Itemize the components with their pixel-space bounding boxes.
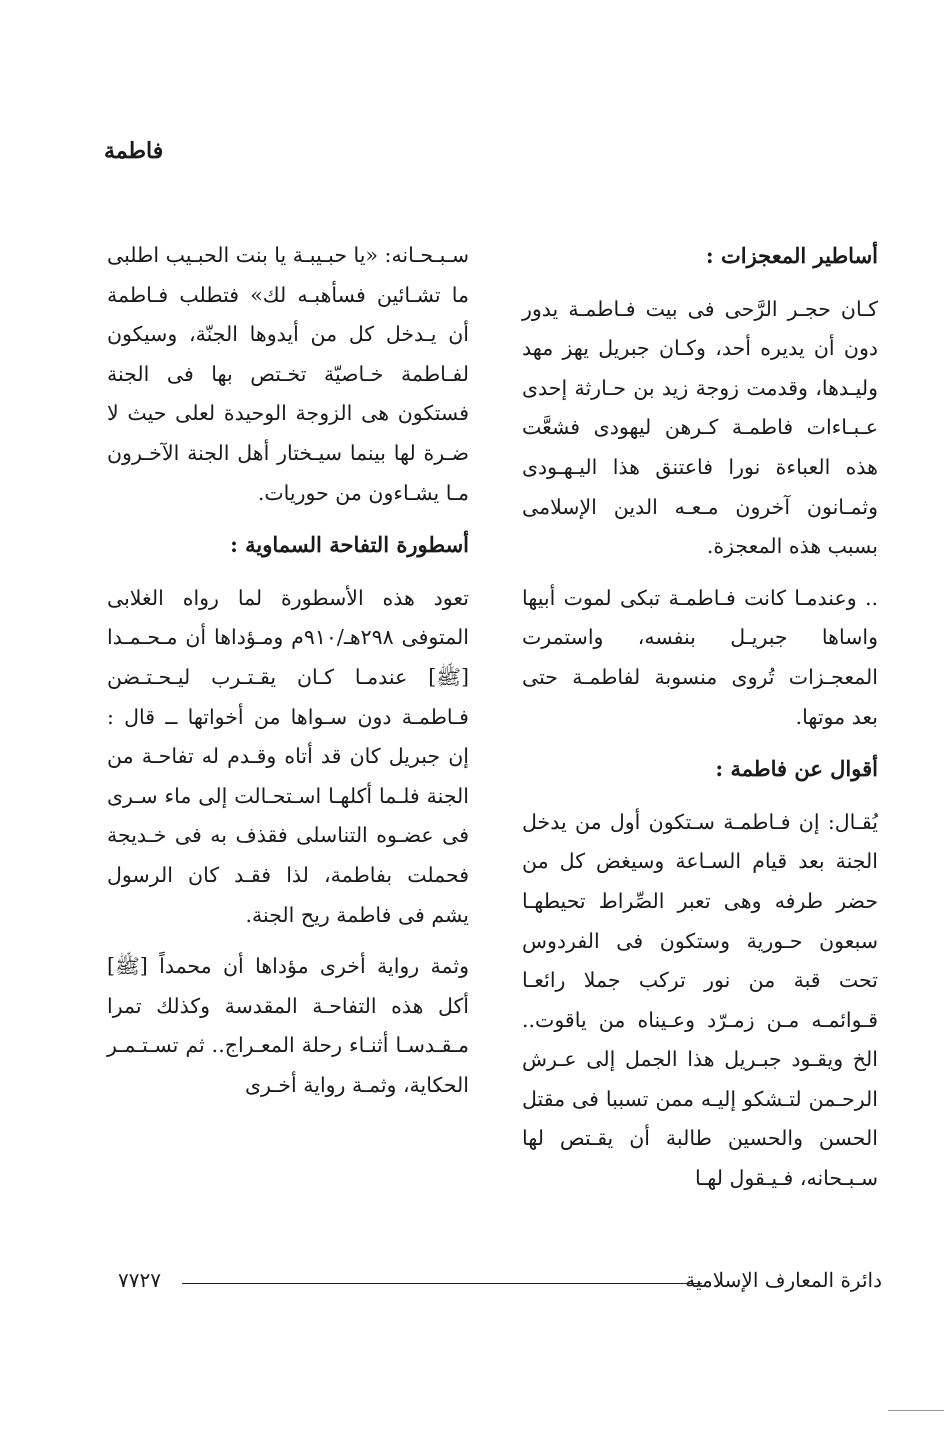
paragraph-miracles-1: كـان حجـر الرَّحى فى بيت فـاطمـة يدور دون أن يديره أحد، وكـان جبريل يهز مهد وليـدها، وقدمت زوجة زيد بن حـارثة إحدى عـبـاءات فاطمـة كـرهن ليهودى فشعَّت هذه العباءة نورا فاعتنق هذا اليـهـودى وثمـانون آخرون مـعـه الدين الإسلامى بسبب هذه المعجزة. — [522, 296, 878, 559]
section-heading-sayings: أقوال عن فاطمة : — [715, 756, 878, 782]
paragraph-miracles-2: .. وعندمـا كانت فـاطمـة تبكى لموت أبيها واساها جبريـل بنفسه، واستمرت المعجـزات تُروى منسوبة لفاطمـة حتى بعد موتها. — [522, 585, 878, 729]
paragraph-apple-2: وثمة رواية أخرى مؤداها أن محمداً [ﷺ] أكل هذه التفاحـة المقدسة وكذلك تمرا مـقـدسـا أثنـاء رحلة المعـراج.. ثم تسـتـمـر الحكاية، وثمـة رواية أخـرى — [107, 954, 469, 1097]
paragraph-continuation: سـبـحـانه: «يا حبـيبـة يا بنت الحبـيب اطلبى ما تشـائين فسأهبـه لك» فتطلب فـاطمة أن يـدخل كل من أيدوها الجنّة، وسيكون لفـاطمة خـاصيّة تخـتص بها فى الجنة فستكون هى الزوجة الوحيدة لعلى حيث لا ضـرة لها بينما سيـختار أهل الجنة الآخـرون مـا يشـاءون من حوريات. — [106, 243, 469, 505]
footer-rule — [182, 1283, 702, 1284]
page-number: ٧٧٢٧ — [118, 1268, 161, 1292]
section-heading-heavenly-apple: أسطورة التفاحة السماوية : — [230, 532, 469, 558]
running-head: فاطمة — [104, 138, 164, 164]
paragraph-sayings: يُقـال: إن فـاطمـة سـتكون أول من يدخل الجنة بعد قيام السـاعة وسيغض كل من حضر طرفه وهى تعبر الصِّراط تحيطهـا سبعون حـورية وستكون فى الفردوس تحت قبة من نور تركب جملا رائعـا قـوائمـه مـن زمـرّد وعـيناه من ياقوت.. الخ ويقـود جبـريل هذا الجمل إلى عـرش الرحـمن لتـشكو إليـه ممن تسببا فى مقتل الحسن والحسين طالبة أن يقـتص لها سـبـحانه، فـيـقول لهـا — [522, 809, 878, 1191]
paragraph-apple-1: تعود هذه الأسطورة لما رواه الغلابى المتوفى ٢٩٨هـ/٩١٠م ومـؤداها أن مـحـمـدا [ﷺ] عندمـا كـان يقـتـرب ليـحـتـضن فـاطمـة دون سـواها من أخواتها ــ قال : إن جبريل كان قد أتاه وقـدم له تفاحـة من الجنة فلـما أكلهـا اسـتحـالت إلى ماء سـرى فى عضـوه التناسلى فقذف به فى خـديجة فحملت بفاطمة، لذا فقـد كان الرسول يشم فى فاطمة ريح الجنة. — [107, 585, 469, 927]
section-heading-miracles: أساطير المعجزات : — [705, 243, 878, 268]
left-column — [107, 236, 469, 1105]
footer-title: دائرة المعارف الإسلامية — [685, 1268, 882, 1292]
corner-rule — [888, 1410, 944, 1411]
right-column — [522, 236, 878, 1199]
